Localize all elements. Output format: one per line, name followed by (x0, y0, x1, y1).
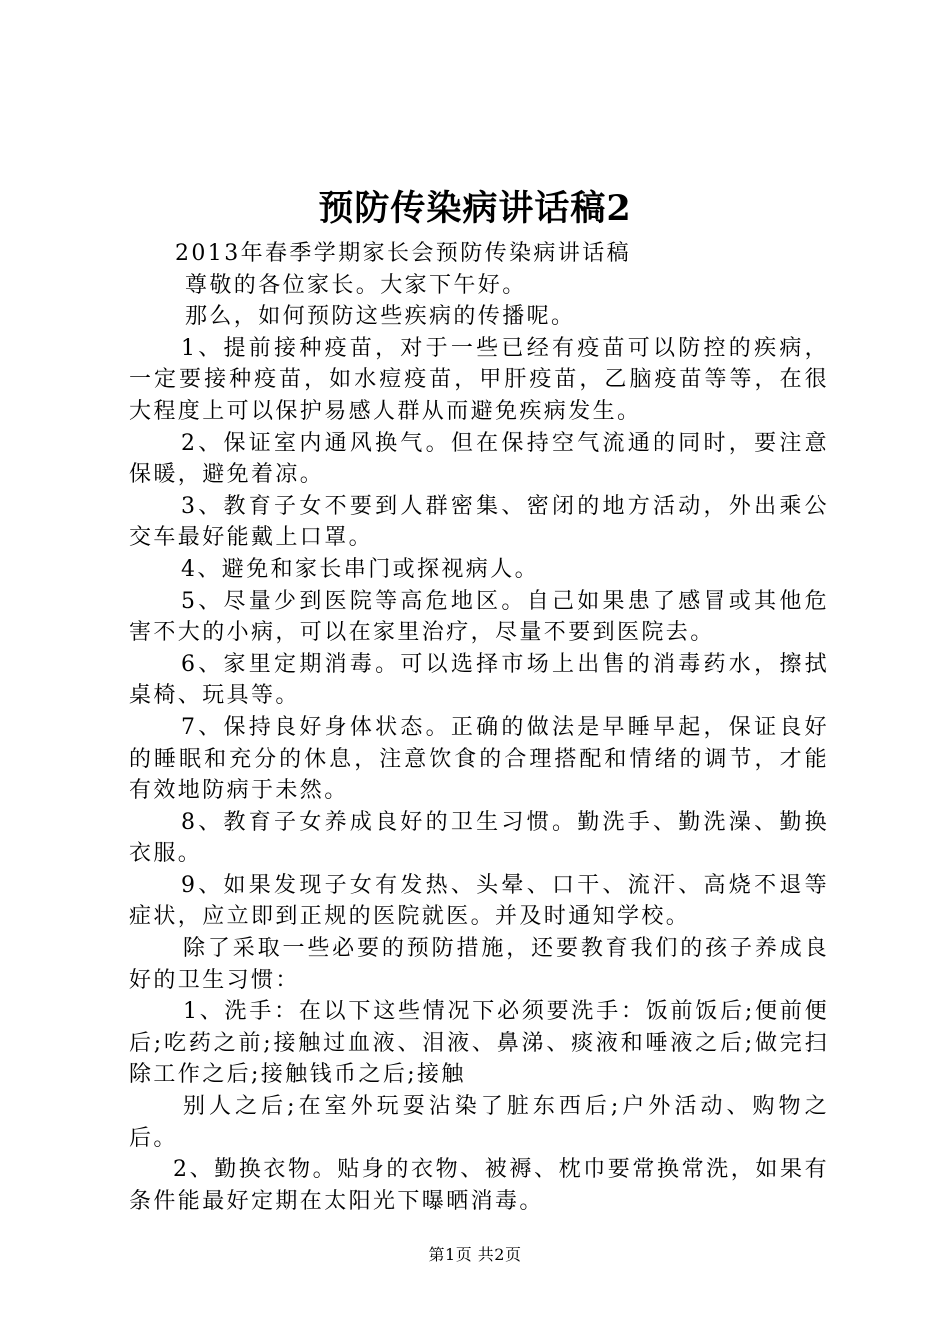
paragraph-item-4: 4、避免和家长串门或探视病人。 (181, 556, 539, 582)
paragraph-item-7: 7、保持良好身体状态。正确的做法是早睡早起，保证良好的睡眠和充分的休息，注意饮食的合理搭配和情绪的调节，才能有效地防病于未然。 (129, 714, 829, 804)
paragraph-item-8: 8、教育子女养成良好的卫生习惯。勤洗手、勤洗澡、勤换衣服。 (129, 809, 829, 867)
paragraph-greeting: 尊敬的各位家长。大家下午好。 (185, 272, 527, 298)
paragraph-subtitle: 2013年春季学期家长会预防传染病讲话稿 (175, 241, 631, 266)
paragraph-item-9: 9、如果发现子女有发热、头晕、口干、流汗、高烧不退等症状，应立即到正规的医院就医。并及时通知学校。 (129, 872, 829, 930)
paragraph-intro: 那么，如何预防这些疾病的传播呢。 (185, 304, 576, 330)
paragraph-hygiene-1: 1、洗手：在以下这些情况下必须要洗手：饭前饭后;便前便后;吃药之前;接触过血液、泪液、鼻涕、痰液和唾液之后;做完扫除工作之后;接触钱币之后;接触 (129, 999, 829, 1088)
paragraph-item-3: 3、教育子女不要到人群密集、密闭的地方活动，外出乘公交车最好能戴上口罩。 (129, 493, 829, 551)
paragraph-item-5: 5、尽量少到医院等高危地区。自己如果患了感冒或其他危害不大的小病，可以在家里治疗，尽量不要到医院去。 (129, 588, 829, 646)
document-title: 预防传染病讲话稿2 (318, 188, 632, 229)
page-footer: 第1页 共2页 (428, 1245, 522, 1264)
paragraph-hygiene-2: 2、勤换衣物。贴身的衣物、被褥、枕巾要常换常洗，如果有条件能最好定期在太阳光下曝晒消毒。 (129, 1157, 829, 1214)
paragraph-item-2: 2、保证室内通风换气。但在保持空气流通的同时，要注意保暖，避免着凉。 (129, 430, 829, 488)
document-body (129, 238, 829, 1217)
paragraph-hygiene-intro: 除了采取一些必要的预防措施，还要教育我们的孩子养成良好的卫生习惯： (129, 936, 829, 993)
paragraph-item-1: 1、提前接种疫苗，对于一些已经有疫苗可以防控的疾病，一定要接种疫苗，如水痘疫苗，甲肝疫苗，乙脑疫苗等等，在很大程度上可以保护易感人群从而避免疾病发生。 (129, 335, 829, 424)
paragraph-hygiene-1-continued: 别人之后;在室外玩耍沾染了脏东西后;户外活动、购物之后。 (129, 1094, 829, 1151)
paragraph-item-6: 6、家里定期消毒。可以选择市场上出售的消毒药水，擦拭桌椅、玩具等。 (129, 651, 829, 709)
